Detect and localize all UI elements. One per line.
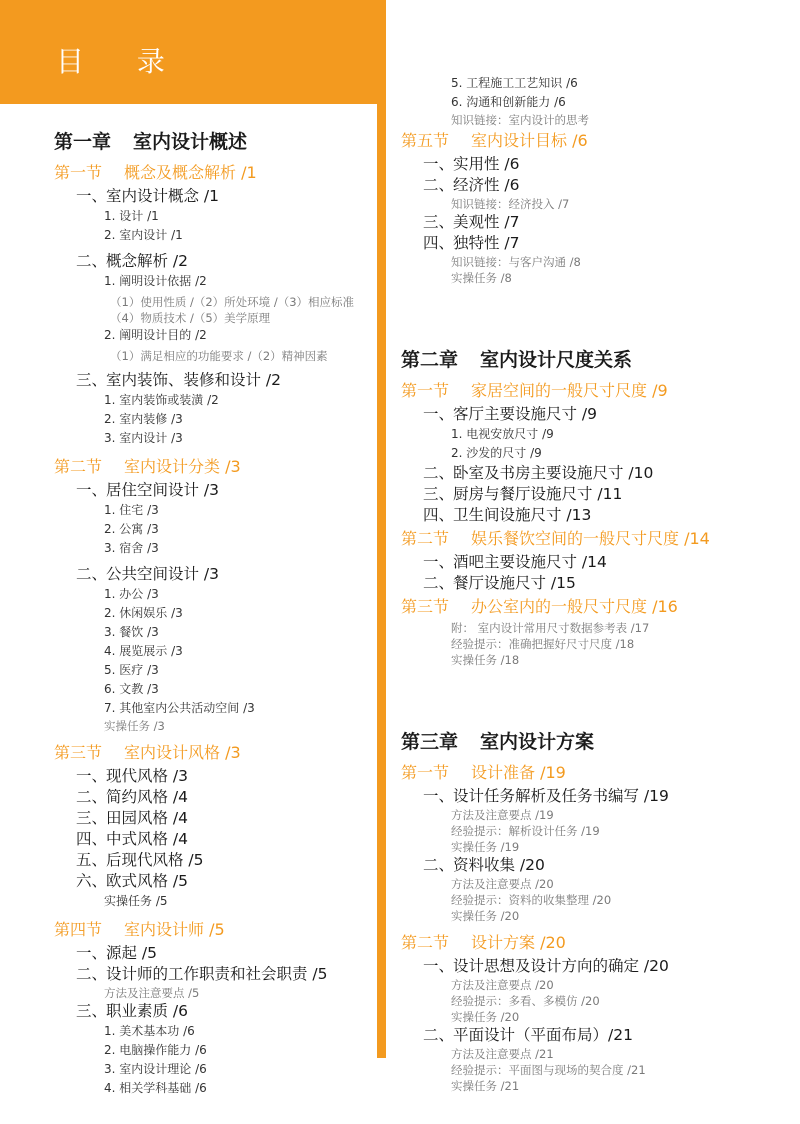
toc-entry[interactable] (401, 175, 791, 196)
entry-number: 二、 (423, 1026, 455, 1044)
section-number: 第一节 (401, 381, 450, 400)
toc-detail: （1）满足相应的功能要求 /（2）精神因素 (110, 349, 328, 363)
toc-subentry[interactable]: 2. 公寓 /3 (104, 522, 159, 536)
toc-note[interactable]: 经验提示：多看、多模仿 /20 (451, 994, 600, 1008)
toc-subentry[interactable]: 4. 相关学科基础 /6 (104, 1081, 207, 1095)
entry-number: 四、 (423, 506, 455, 524)
toc-header-banner (0, 0, 386, 104)
entry-title: 居住空间设计 /3 (106, 481, 220, 499)
section-title: 室内设计风格 /3 (124, 743, 241, 762)
section-number: 第二节 (401, 933, 450, 952)
toc-note[interactable]: 经验提示：资料的收集整理 /20 (451, 893, 612, 907)
section-number: 第一节 (54, 163, 103, 182)
toc-subentry[interactable]: 7. 其他室内公共活动空间 /3 (104, 701, 255, 715)
entry-number: 三、 (76, 1002, 108, 1020)
toc-entry[interactable] (401, 855, 791, 876)
toc-note[interactable]: 方法及注意要点 /19 (451, 808, 554, 822)
toc-subentry[interactable]: 6. 文教 /3 (104, 682, 159, 696)
section-number: 第一节 (401, 763, 450, 782)
entry-title: 厨房与餐厅设施尺寸 /11 (453, 485, 623, 503)
toc-entry[interactable] (401, 463, 791, 484)
section-title: 娱乐餐饮空间的一般尺寸尺度 /14 (471, 529, 710, 548)
toc-entry[interactable] (401, 573, 791, 594)
entry-number: 三、 (76, 371, 108, 389)
entry-number: 一、 (76, 767, 108, 785)
toc-subentry[interactable]: 1. 办公 /3 (104, 587, 159, 601)
toc-note[interactable]: 方法及注意要点 /20 (451, 877, 554, 891)
toc-title: 目 录 (56, 45, 187, 78)
chapter-heading[interactable] (401, 724, 791, 760)
entry-number: 一、 (76, 481, 108, 499)
chapter-number: 第三章 (401, 731, 459, 753)
section-title: 室内设计目标 /6 (471, 131, 588, 150)
entry-title: 卫生间设施尺寸 /13 (453, 506, 592, 524)
toc-entry[interactable] (54, 808, 372, 829)
toc-entry[interactable] (401, 505, 791, 526)
toc-note[interactable]: 实操任务 /18 (451, 653, 520, 667)
entry-number: 二、 (423, 176, 455, 194)
entry-title: 设计师的工作职责和社会职责 /5 (106, 965, 328, 983)
entry-number: 二、 (423, 464, 455, 482)
toc-entry[interactable] (401, 212, 791, 233)
entry-number: 一、 (423, 155, 455, 173)
toc-entry[interactable] (54, 480, 372, 501)
toc-subentry[interactable]: 2. 室内装修 /3 (104, 412, 183, 426)
toc-entry[interactable] (54, 186, 372, 207)
column-divider (377, 104, 386, 1058)
toc-subentry[interactable]: 4. 展览展示 /3 (104, 644, 183, 658)
section-heading[interactable] (54, 160, 372, 186)
chapter-heading[interactable] (401, 342, 791, 378)
section-title: 室内设计分类 /3 (124, 457, 241, 476)
toc-note[interactable]: 方法及注意要点 /20 (451, 978, 554, 992)
section-number: 第二节 (401, 529, 450, 548)
entry-title: 资料收集 /20 (453, 856, 545, 874)
toc-subentry[interactable]: 3. 室内设计 /3 (104, 431, 183, 445)
toc-note[interactable]: 知识链接：室内设计的思考 (451, 113, 589, 127)
toc-entry[interactable] (54, 1001, 372, 1022)
section-number: 第五节 (401, 131, 450, 150)
entry-number: 二、 (76, 252, 108, 270)
toc-entry[interactable] (401, 404, 791, 425)
section-heading[interactable] (401, 128, 791, 154)
section-number: 第三节 (401, 597, 450, 616)
section-title: 办公室内的一般尺寸尺度 /16 (471, 597, 678, 616)
toc-note[interactable]: 经验提示：平面图与现场的契合度 /21 (451, 1063, 646, 1077)
section-title: 设计准备 /19 (471, 763, 566, 782)
entry-title: 平面设计（平面布局）/21 (453, 1026, 633, 1044)
entry-number: 一、 (423, 957, 455, 975)
toc-entry[interactable] (54, 370, 372, 391)
toc-entry[interactable] (401, 786, 791, 807)
toc-subentry[interactable]: 2. 电脑操作能力 /6 (104, 1043, 207, 1057)
entry-title: 卧室及书房主要设施尺寸 /10 (453, 464, 654, 482)
toc-entry[interactable] (401, 233, 791, 254)
entry-title: 源起 /5 (106, 944, 158, 962)
toc-subentry[interactable]: 1. 设计 /1 (104, 209, 159, 223)
toc-subentry[interactable]: 2. 室内设计 /1 (104, 228, 183, 242)
section-heading[interactable] (54, 740, 372, 766)
entry-title: 室内设计概念 /1 (106, 187, 220, 205)
entry-title: 公共空间设计 /3 (106, 565, 220, 583)
toc-note[interactable]: 实操任务 /20 (451, 909, 520, 923)
toc-subentry[interactable]: 1. 室内装饰或装潢 /2 (104, 393, 219, 407)
toc-note[interactable]: 经验提示：解析设计任务 /19 (451, 824, 600, 838)
entry-title: 田园风格 /4 (106, 809, 189, 827)
toc-right-column (401, 74, 791, 1094)
section-number: 第四节 (54, 920, 103, 939)
section-heading[interactable] (54, 917, 372, 943)
entry-number: 二、 (76, 788, 108, 806)
entry-title: 职业素质 /6 (106, 1002, 189, 1020)
entry-number: 一、 (423, 405, 455, 423)
entry-number: 三、 (423, 485, 455, 503)
toc-subentry[interactable]: 1. 美术基本功 /6 (104, 1024, 195, 1038)
toc-note[interactable]: 经验提示：准确把握好尺寸尺度 /18 (451, 637, 635, 651)
entry-title: 客厅主要设施尺寸 /9 (453, 405, 598, 423)
section-number: 第二节 (54, 457, 103, 476)
toc-note[interactable]: 方法及注意要点 /21 (451, 1047, 554, 1061)
toc-subentry[interactable]: 3. 宿舍 /3 (104, 541, 159, 555)
toc-subentry[interactable]: 2. 阐明设计目的 /2 (104, 328, 207, 342)
entry-number: 二、 (76, 965, 108, 983)
toc-entry[interactable] (54, 251, 372, 272)
entry-title: 后现代风格 /5 (106, 851, 204, 869)
section-heading[interactable] (401, 930, 791, 956)
toc-entry[interactable] (401, 1025, 791, 1046)
toc-entry[interactable] (54, 871, 372, 892)
chapter-heading[interactable] (54, 124, 372, 160)
section-title: 设计方案 /20 (471, 933, 566, 952)
toc-note[interactable]: 实操任务 /5 (104, 894, 168, 908)
entry-title: 独特性 /7 (453, 234, 520, 252)
toc-entry[interactable] (401, 484, 791, 505)
section-heading[interactable] (54, 454, 372, 480)
entry-title: 中式风格 /4 (106, 830, 189, 848)
chapter-title: 室内设计概述 (133, 131, 248, 153)
toc-subentry[interactable]: 2. 沙发的尺寸 /9 (451, 446, 542, 460)
toc-note[interactable]: 实操任务 /3 (104, 719, 165, 733)
toc-note[interactable]: 附： 室内设计常用尺寸数据参考表 /17 (451, 621, 650, 635)
section-title: 概念及概念解析 /1 (124, 163, 257, 182)
entry-number: 六、 (76, 872, 108, 890)
toc-entry[interactable] (401, 956, 791, 977)
section-heading[interactable] (401, 594, 791, 620)
entry-title: 实用性 /6 (453, 155, 520, 173)
toc-note[interactable]: 实操任务 /8 (451, 271, 512, 285)
entry-number: 一、 (423, 787, 455, 805)
toc-entry[interactable] (401, 154, 791, 175)
toc-entry[interactable] (54, 964, 372, 985)
entry-title: 美观性 /7 (453, 213, 520, 231)
section-title: 家居空间的一般尺寸尺度 /9 (471, 381, 668, 400)
toc-entry[interactable] (54, 766, 372, 787)
toc-entry[interactable] (54, 829, 372, 850)
toc-note[interactable]: 实操任务 /19 (451, 840, 520, 854)
chapter-number: 第二章 (401, 349, 459, 371)
entry-title: 餐厅设施尺寸 /15 (453, 574, 576, 592)
entry-title: 概念解析 /2 (106, 252, 189, 270)
entry-number: 五、 (76, 851, 108, 869)
toc-note[interactable]: 实操任务 /20 (451, 1010, 520, 1024)
chapter-title: 室内设计方案 (480, 731, 595, 753)
toc-entry[interactable] (54, 850, 372, 871)
toc-left-column (54, 124, 372, 1098)
entry-number: 二、 (423, 574, 455, 592)
entry-number: 一、 (76, 187, 108, 205)
toc-note[interactable]: 知识链接：经济投入 /7 (451, 197, 570, 211)
chapter-number: 第一章 (54, 131, 112, 153)
toc-detail: （1）使用性质 /（2）所处环境 /（3）相应标准 (110, 295, 355, 309)
toc-note[interactable]: 知识链接：与客户沟通 /8 (451, 255, 581, 269)
toc-subentry[interactable]: 3. 室内设计理论 /6 (104, 1062, 207, 1076)
entry-title: 设计思想及设计方向的确定 /20 (453, 957, 669, 975)
toc-entry[interactable] (54, 787, 372, 808)
toc-subentry[interactable]: 3. 餐饮 /3 (104, 625, 159, 639)
toc-note[interactable]: 方法及注意要点 /5 (104, 986, 200, 1000)
entry-number: 三、 (76, 809, 108, 827)
toc-subentry[interactable]: 5. 工程施工工艺知识 /6 (451, 76, 578, 90)
toc-entry[interactable] (401, 552, 791, 573)
toc-note[interactable]: 实操任务 /21 (451, 1079, 520, 1093)
entry-title: 经济性 /6 (453, 176, 520, 194)
section-heading[interactable] (401, 378, 791, 404)
entry-number: 二、 (423, 856, 455, 874)
entry-number: 一、 (76, 944, 108, 962)
toc-subentry[interactable]: 1. 电视安放尺寸 /9 (451, 427, 554, 441)
entry-number: 二、 (76, 565, 108, 583)
toc-subentry[interactable]: 6. 沟通和创新能力 /6 (451, 95, 566, 109)
entry-title: 设计任务解析及任务书编写 /19 (453, 787, 669, 805)
toc-detail: （4）物质技术 /（5）美学原理 (110, 311, 271, 325)
section-title: 室内设计师 /5 (124, 920, 225, 939)
toc-entry[interactable] (54, 943, 372, 964)
section-heading[interactable] (401, 526, 791, 552)
entry-number: 四、 (423, 234, 455, 252)
entry-title: 简约风格 /4 (106, 788, 189, 806)
entry-number: 三、 (423, 213, 455, 231)
toc-subentry[interactable]: 1. 阐明设计依据 /2 (104, 274, 207, 288)
entry-title: 室内装饰、装修和设计 /2 (106, 371, 282, 389)
toc-subentry[interactable]: 5. 医疗 /3 (104, 663, 159, 677)
entry-title: 现代风格 /3 (106, 767, 189, 785)
toc-subentry[interactable]: 2. 休闲娱乐 /3 (104, 606, 183, 620)
entry-number: 四、 (76, 830, 108, 848)
entry-number: 一、 (423, 553, 455, 571)
toc-entry[interactable] (54, 564, 372, 585)
section-number: 第三节 (54, 743, 103, 762)
chapter-title: 室内设计尺度关系 (480, 349, 633, 371)
entry-title: 酒吧主要设施尺寸 /14 (453, 553, 607, 571)
toc-subentry[interactable]: 1. 住宅 /3 (104, 503, 159, 517)
section-heading[interactable] (401, 760, 791, 786)
entry-title: 欧式风格 /5 (106, 872, 189, 890)
